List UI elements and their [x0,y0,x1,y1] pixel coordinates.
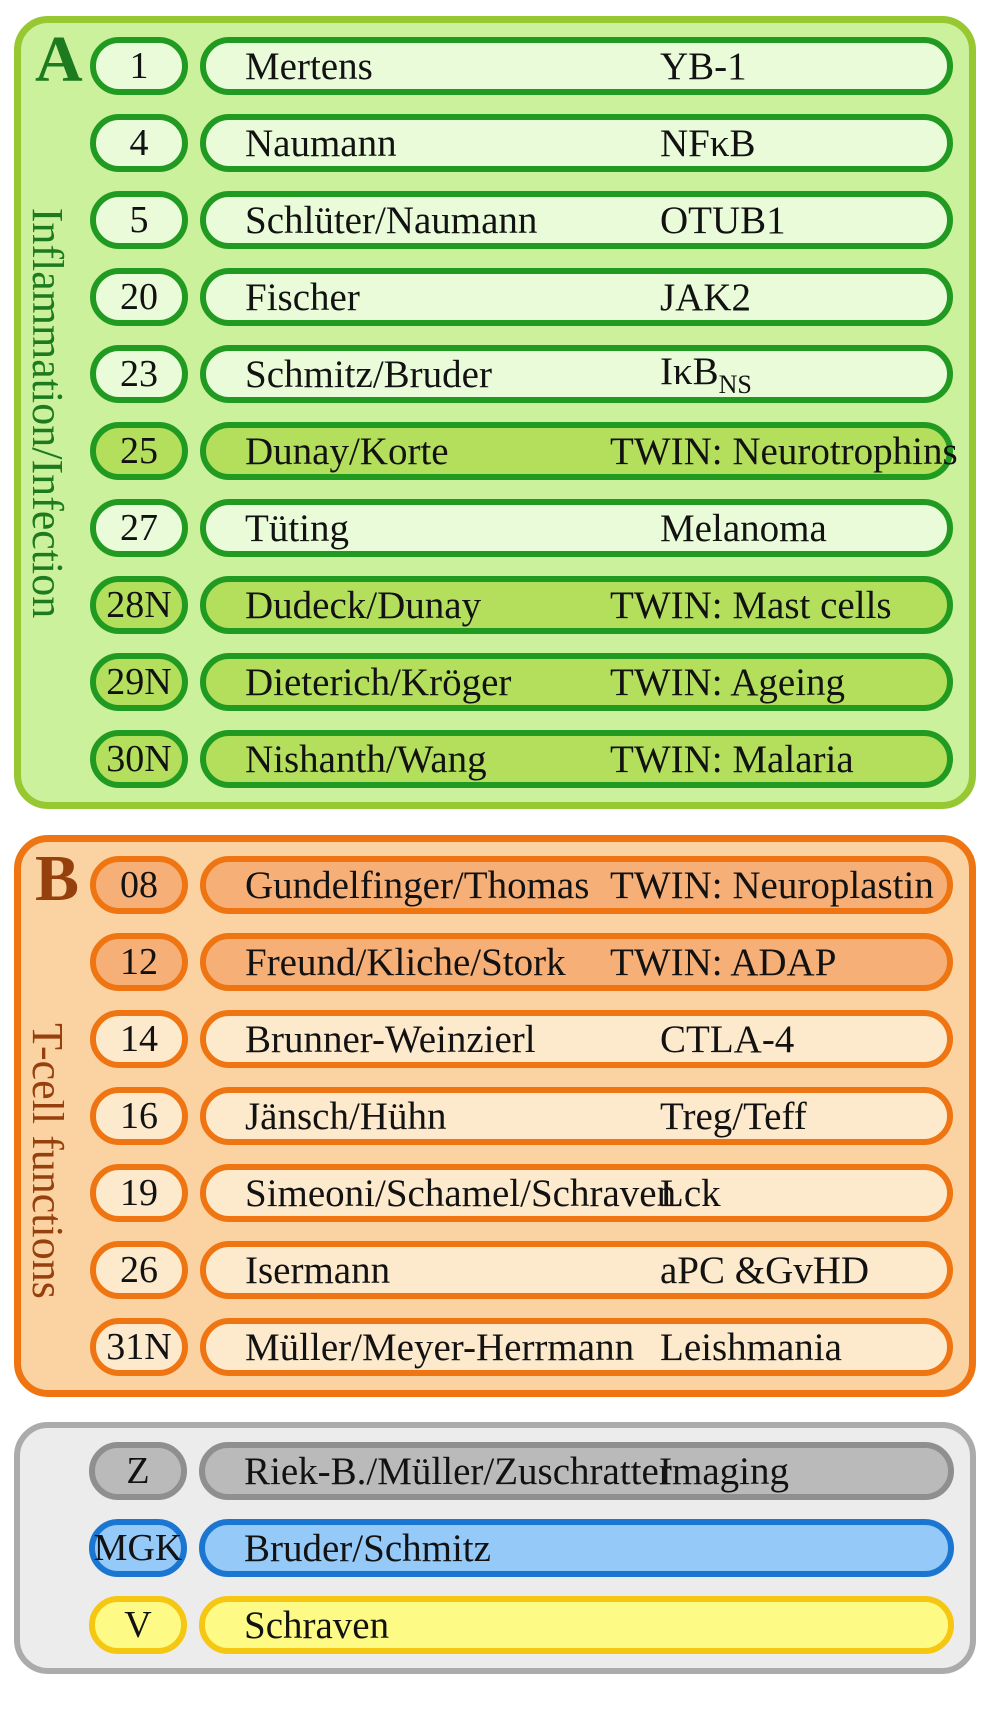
project-pill [200,1318,953,1376]
project-number-badge [90,576,188,634]
section-b-side-label: T-cell functions [23,1023,72,1299]
project-topic-label: TWIN: Malaria [610,737,854,781]
project-number-badge [90,345,188,403]
project-row [90,191,953,249]
project-owner-label: Schmitz/Bruder [245,352,492,396]
section-inflammation-infection [14,16,976,809]
project-number-badge [90,1164,188,1222]
project-number: 08 [120,864,158,906]
project-row [90,1010,953,1068]
project-topic-label: OTUB1 [660,198,786,242]
project-number-badge [90,422,188,480]
project-number-badge [90,114,188,172]
project-number-badge [89,1442,187,1500]
project-topic-label: Leishmania [660,1325,842,1369]
project-topic-label: Imaging [659,1449,789,1493]
page [0,16,990,1709]
project-pill [200,730,953,788]
project-number: 30N [106,738,172,780]
project-pill [200,576,953,634]
project-pill [200,856,953,914]
project-owner-label: Brunner-Weinzierl [245,1017,536,1061]
project-pill [199,1442,954,1500]
section-b-letter: B [35,842,80,915]
project-number-badge [90,268,188,326]
project-row [90,1318,953,1376]
section-t-cell-functions [14,835,976,1397]
project-owner-label: Simeoni/Schamel/Schraven [245,1171,677,1215]
project-number: 31N [106,1326,172,1368]
project-topic-label: IκB$_{NS}$ [660,349,752,399]
project-row-twin [90,576,953,634]
topic-subscript: NS [718,369,752,399]
project-owner-label: Gundelfinger/Thomas [245,863,590,907]
project-number: 27 [120,507,158,549]
project-topic-label: NFκB [660,121,756,165]
project-number-badge [90,730,188,788]
project-row-twin [90,730,953,788]
project-pill [200,1241,953,1299]
project-number-badge [90,37,188,95]
project-number-badge [90,653,188,711]
section-a-side-label: Inflammation/Infection [23,207,72,618]
project-pill [200,191,953,249]
project-owner-label: Tüting [245,506,349,550]
project-pill [200,1087,953,1145]
project-pill [199,1596,954,1654]
project-owner-label: Isermann [245,1248,391,1292]
project-owner-label: Müller/Meyer-Herrmann [245,1325,635,1369]
project-owner-label: Dudeck/Dunay [245,583,482,627]
project-row-v [89,1596,954,1654]
project-owner-label: Jänsch/Hühn [245,1094,447,1138]
project-pill [200,422,958,480]
project-number: V [124,1604,152,1646]
project-topic-label: TWIN: Mast cells [610,583,892,627]
project-pill [200,1010,953,1068]
project-owner-label: Schraven [244,1603,390,1647]
project-pill [199,1519,954,1577]
project-row-twin [90,422,958,480]
project-row-mgk [89,1519,954,1577]
project-owner-label: Mertens [245,44,373,88]
project-pill [200,114,953,172]
project-topic-label: Treg/Teff [660,1094,807,1138]
project-owner-label: Dieterich/Kröger [245,660,512,704]
project-topic-label: Lck [660,1171,721,1215]
project-owner-label: Bruder/Schmitz [244,1526,491,1570]
project-number: 29N [106,661,172,703]
project-pill [200,268,953,326]
project-number-badge [90,499,188,557]
project-row-imaging [89,1442,954,1500]
project-pill [200,345,953,403]
project-pill [200,37,953,95]
project-number-badge [90,1087,188,1145]
project-number: 12 [120,941,158,983]
section-a-letter: A [35,23,83,96]
project-owner-label: Freund/Kliche/Stork [245,940,566,984]
project-number: 20 [120,276,158,318]
project-row [90,114,953,172]
project-number-badge [89,1519,187,1577]
project-number: 16 [120,1095,158,1137]
project-number: MGK [93,1527,183,1569]
section-misc-rows [89,1442,954,1654]
project-number-badge [90,1010,188,1068]
project-number: 5 [129,199,149,241]
project-topic-label: Melanoma [660,506,827,550]
project-number: 14 [120,1018,158,1060]
project-topic-label: TWIN: Ageing [610,660,846,704]
project-topic-label: TWIN: Neurotrophins [610,429,958,473]
section-a-rows [90,37,958,788]
project-row [90,1087,953,1145]
project-owner-label: Naumann [245,121,397,165]
project-number: 1 [129,45,149,87]
project-topic-label: TWIN: ADAP [610,940,837,984]
section-central-projects [14,1422,976,1674]
project-owner-label: Fischer [245,275,360,319]
project-row-twin [90,856,953,914]
project-number: 4 [129,122,149,164]
project-row [90,268,953,326]
project-number-badge [89,1596,187,1654]
project-pill [200,499,953,557]
project-pill [200,933,953,991]
project-topic-label: JAK2 [660,275,752,319]
project-row-twin [90,653,953,711]
project-topic-label: CTLA-4 [660,1017,795,1061]
project-number-badge [90,933,188,991]
project-number-badge [90,191,188,249]
project-number: Z [126,1450,150,1492]
project-number-badge [90,1241,188,1299]
project-owner-label: Schlüter/Naumann [245,198,538,242]
project-number: 28N [106,584,172,626]
project-pill [200,1164,953,1222]
project-owner-label: Nishanth/Wang [245,737,487,781]
project-pill [200,653,953,711]
project-number: 25 [120,430,158,472]
project-owner-label: Dunay/Korte [245,429,449,473]
section-b-rows [90,856,953,1376]
project-row [90,1241,953,1299]
project-row [90,345,953,403]
project-row [90,1164,953,1222]
project-row-twin [90,933,953,991]
project-number: 19 [120,1172,158,1214]
project-row [90,499,953,557]
project-number-badge [90,856,188,914]
project-number: 26 [120,1249,158,1291]
project-topic-label: TWIN: Neuroplastin [610,863,934,907]
project-topic-label: YB-1 [660,44,747,88]
project-owner-label: Riek-B./Müller/Zuschratter [244,1449,672,1493]
project-number-badge [90,1318,188,1376]
project-number: 23 [120,353,158,395]
project-topic-label: aPC &GvHD [660,1248,870,1292]
project-row [90,37,953,95]
